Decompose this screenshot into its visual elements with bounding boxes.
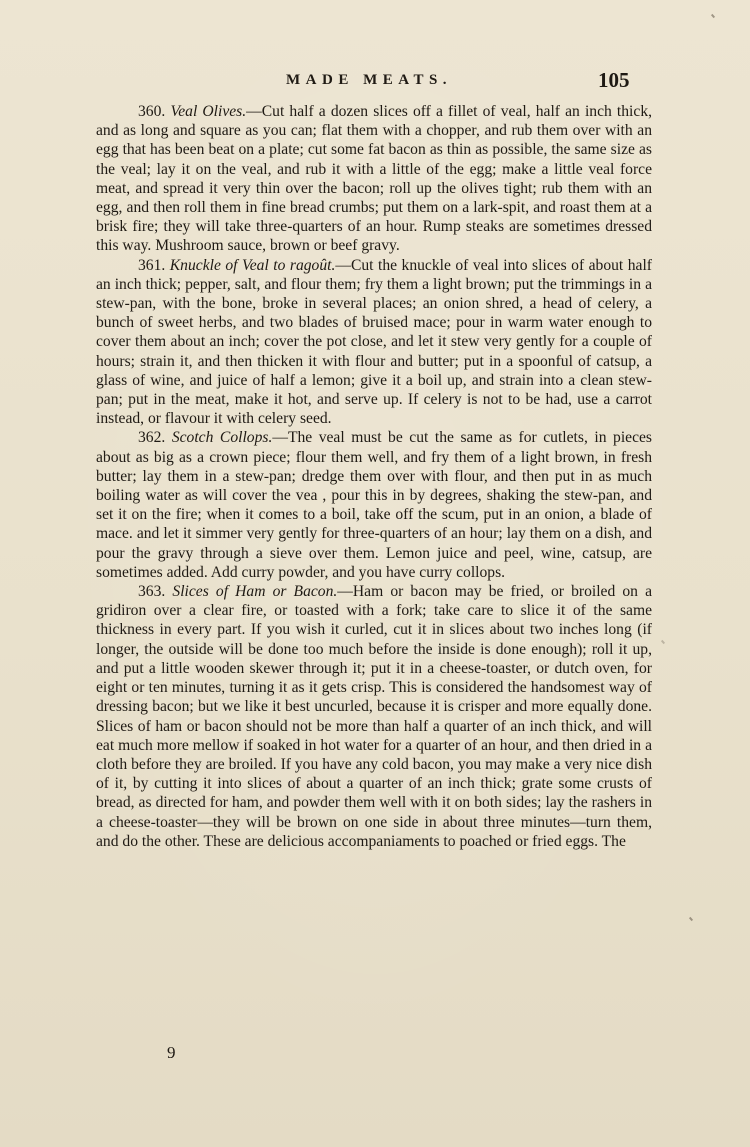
recipe-paragraph-361 — [96, 256, 652, 429]
paper-speck — [661, 640, 665, 644]
recipe-text: —Ham or bacon may be fried, or broiled on a gridiron over a clear fire, or toasted with a fork; take care to slice it of the same thickness in every part. If you wish it curled, cut it in slices about two inches long (if longer, the outside will be done too much before the inside is done enough); roll it up, and put a little wooden skewer through it; put it in a cheese-toaster, or dutch oven, for eight or ten minutes, turning it as it gets crisp. This is considered the handsomest way of dressing bacon; but we like it best uncurled, because it is crisper and more equally done. Slices of ham or bacon should not be more than half a quarter of an inch thick, and will eat much more mellow if soaked in hot water for a quarter of an hour, and then dried in a cloth before they are broiled. If you have any cold bacon, you may make a very nice dish of it, by cutting it into slices of about a quarter of an inch thick; grate some crusts of bread, as directed for ham, and powder them well with it on both sides; lay the rashers in a cheese-toaster—they will be brown on one side in about three minutes—turn them, and do the other. These are delicious accompaniaments to poached or fried eggs. The — [96, 583, 652, 850]
recipe-title: Slices of Ham or Bacon. — [172, 583, 338, 601]
paper-speck — [711, 14, 715, 18]
running-head: MADE MEATS. — [286, 72, 453, 88]
recipe-number: 363. — [138, 583, 166, 601]
recipe-text: —Cut the knuckle of veal into slices of about half an inch thick; pepper, salt, and flour them; fry them a light brown; put the trimmings in a stew-pan, with the bone, broke in several places; an onion shred, a head of celery, a bunch of sweet herbs, and two blades of bruised mace; pour in warm water enough to cover them about an inch; cover the pot close, and let it stew very gently for a couple of hours; strain it, and then thicken it with flour and butter; put in a spoonful of catsup, a glass of wine, and juice of half a lemon; give it a boil up, and strain into a clean stew-pan; put in the meat, make it hot, and serve up. If celery is not to be had, use a carrot instead, or flavour it with celery seed. — [96, 256, 652, 428]
recipe-text: —The veal must be cut the same as for cutlets, in pieces about as big as a crown piece; flour them well, and fry them of a light brown, in fresh butter; lay them in a stew-pan; dredge them over with flour, and then put in as much boiling water as will cover the vea , pour this in by degrees, shaking the stew-pan, and set it on the fire; when it comes to a boil, take off the scum, put in an onion, a blade of mace. and let it simmer very gently for three-quarters of an hour; lay them on a dish, and pour the gravy through a sieve over them. Lemon juice and peel, wine, catsup, are sometimes added. Add curry powder, and you have curry collops. — [96, 429, 652, 581]
recipe-text: —Cut half a dozen slices off a fillet of veal, half an inch thick, and as long and square as you can; flat them with a chopper, and rub them over with an egg that has been beat on a plate; cut some fat bacon as thin as possible, the same size as the veal; lay it on the veal, and rub it with a little of the egg; make a little veal force meat, and spread it very thin over the bacon; roll up the olives tight; rub them with an egg, and then roll them in fine bread crumbs; put them on a lark-spit, and roast them at a brisk fire; they will take three-quarters of an hour. Rump steaks are sometimes dressed this way. Mushroom sauce, brown or beef gravy. — [96, 103, 653, 255]
recipe-title: Veal Olives. — [170, 103, 247, 120]
recipe-number: 360. — [138, 103, 166, 120]
recipe-title: Scotch Collops. — [171, 429, 273, 447]
recipe-paragraph-362 — [96, 428, 652, 582]
body-text — [96, 102, 652, 851]
signature-mark: 9 — [167, 1043, 176, 1062]
recipe-paragraph-360 — [96, 102, 652, 256]
recipe-number: 361. — [138, 256, 166, 274]
recipe-title: Knuckle of Veal to ragoût. — [169, 256, 336, 274]
recipe-number: 362. — [138, 429, 166, 447]
recipe-paragraph-363 — [96, 582, 652, 851]
paper-speck — [689, 917, 693, 921]
page-number: 105 — [598, 68, 630, 92]
